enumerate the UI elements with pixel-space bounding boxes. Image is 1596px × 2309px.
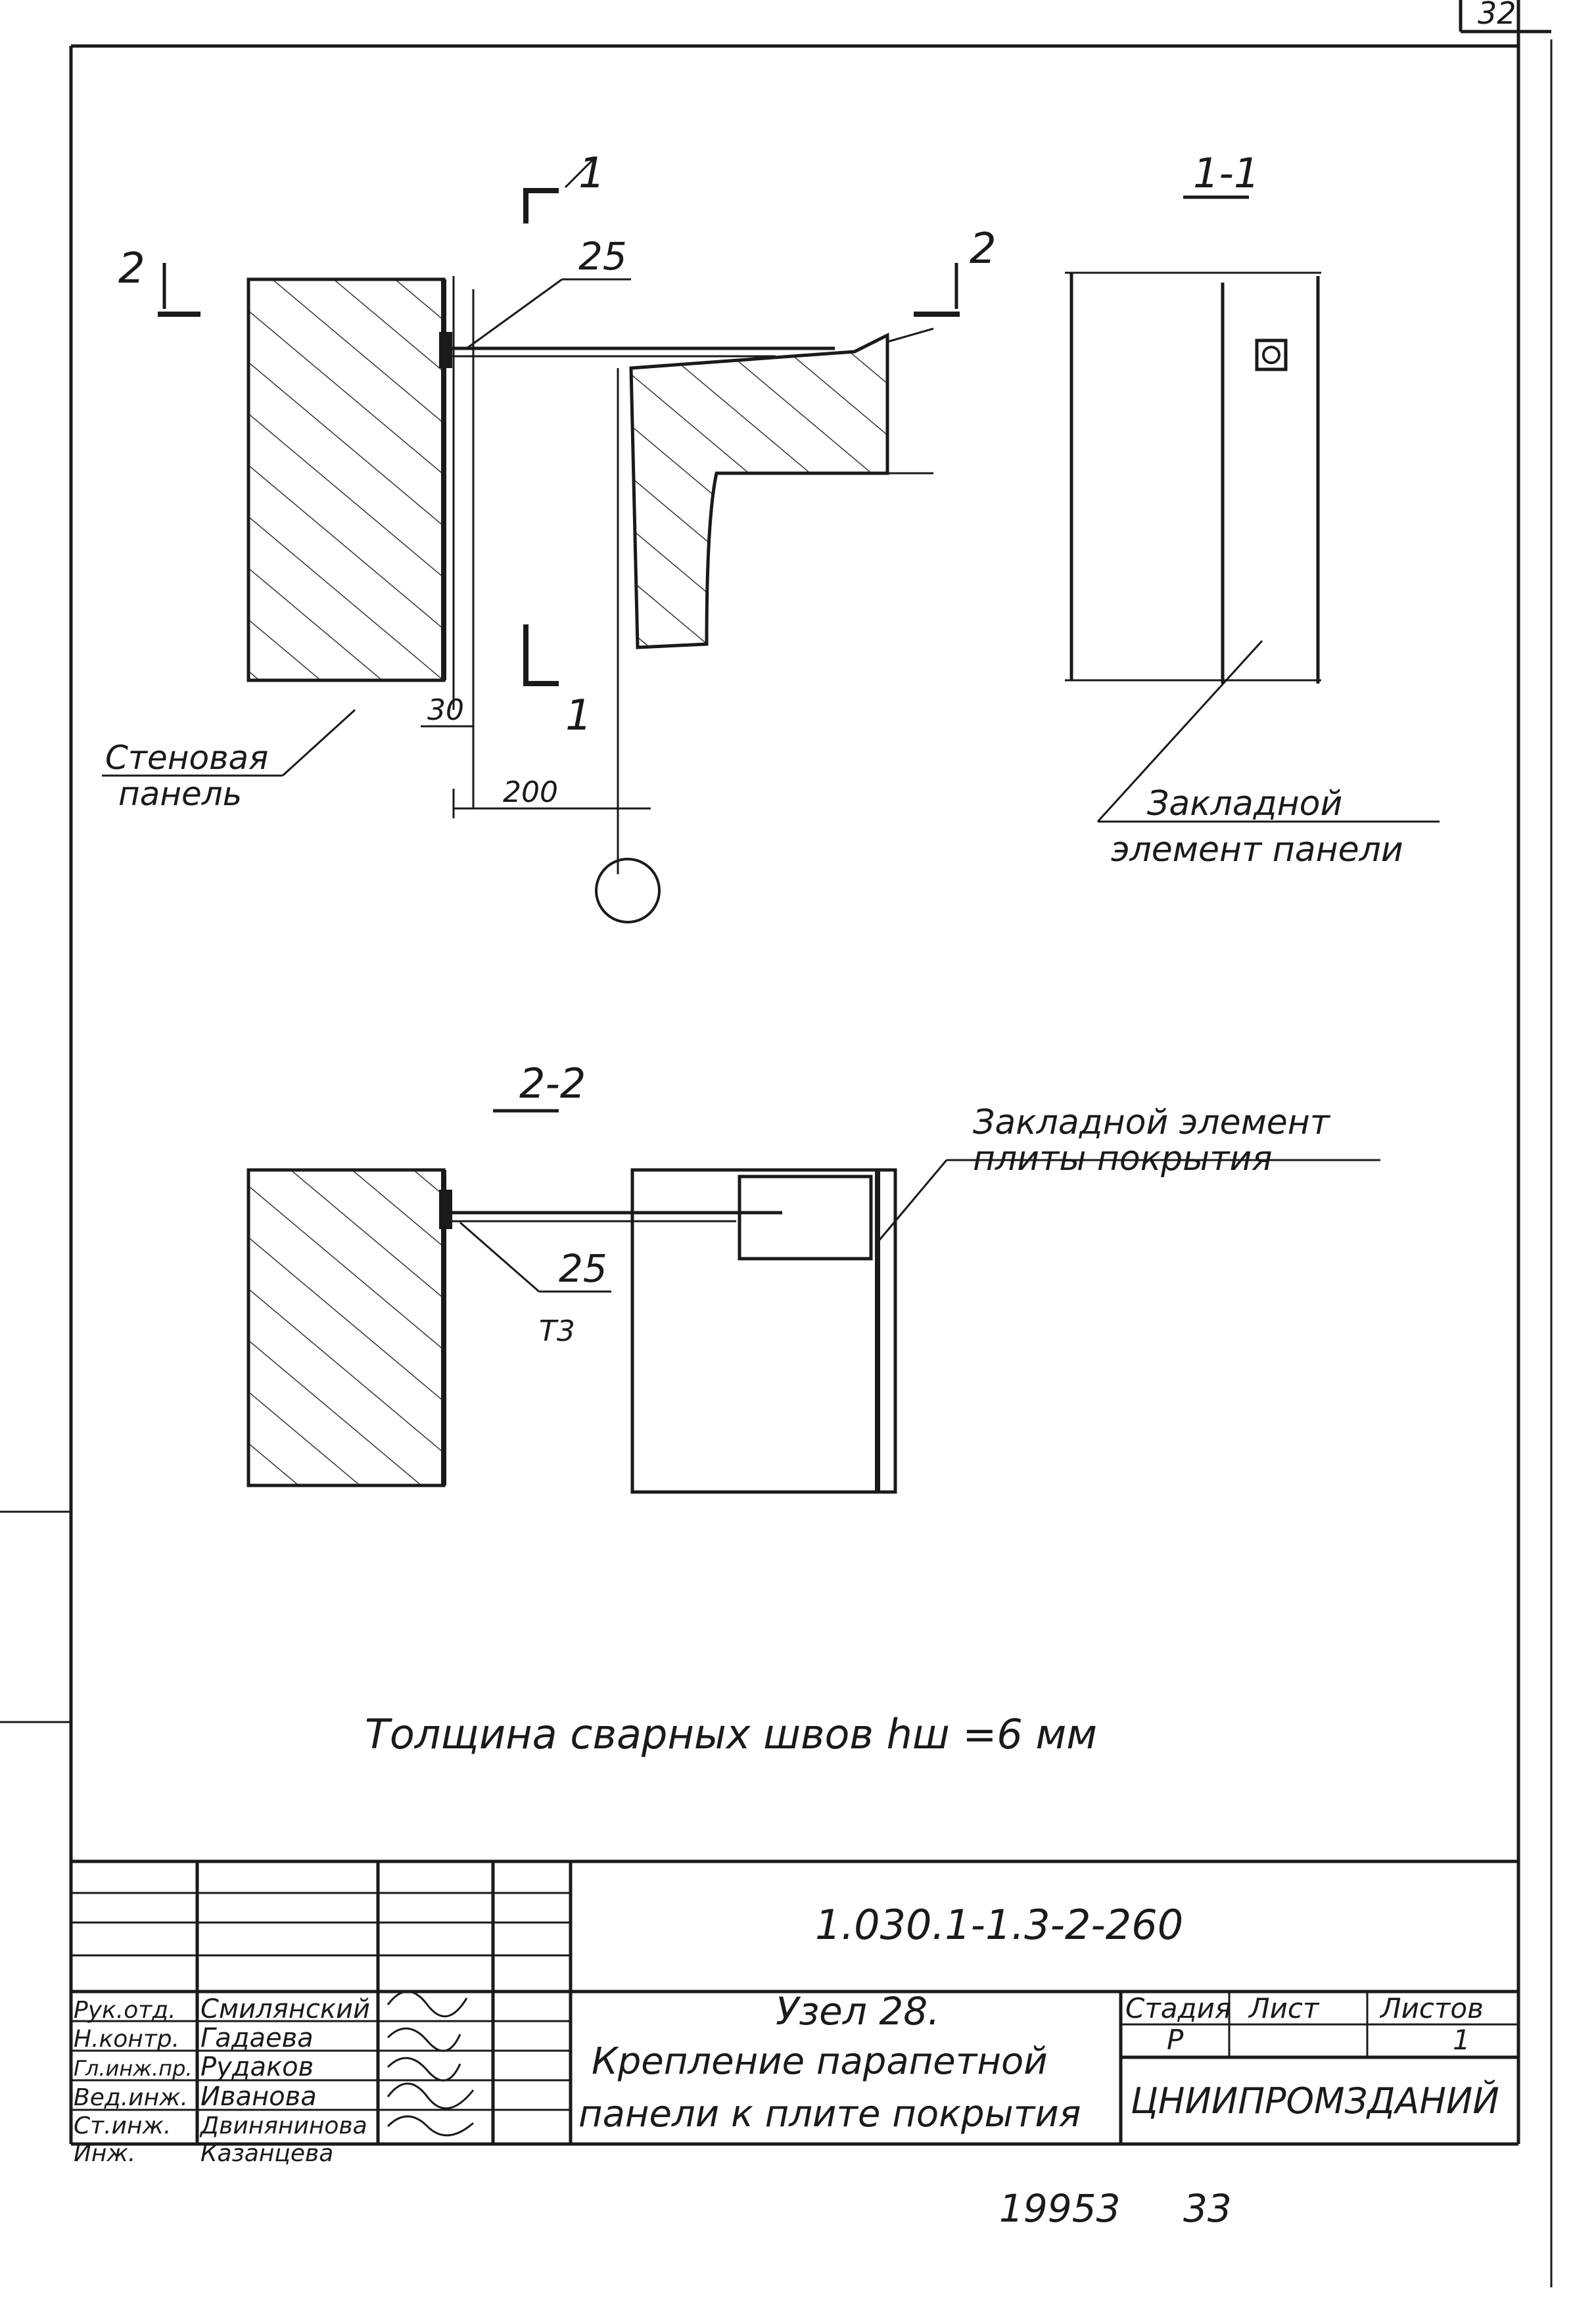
staff-name: Иванова (200, 2082, 317, 2112)
description-line1: Крепление парапетной (592, 2040, 1048, 2083)
sheet-header: Лист (1249, 1992, 1319, 2024)
bottom-page: 33 (1183, 2186, 1232, 2231)
sheets-value: 1 (1453, 2024, 1470, 2056)
staff-role: Н.контр. (74, 2026, 180, 2053)
section-mark-1-bottom: 1 (565, 691, 592, 740)
roof-slab-rib (631, 335, 887, 647)
staff-name: Казанцева (200, 2140, 334, 2167)
staff-role: Гл.инж.пр. (74, 2056, 193, 2081)
dim-200: 200 (503, 776, 558, 809)
section-2-2-weld-mark: Т3 (539, 1315, 575, 1348)
section-2-2-callout-line2: плиты покрытия (973, 1139, 1273, 1178)
staff-name: Гадаева (200, 2023, 314, 2053)
node-circle (596, 859, 659, 922)
bottom-code: 19953 (999, 2186, 1121, 2231)
staff-role: Инж. (74, 2140, 136, 2167)
description-line2: панели к плите покрытия (578, 2093, 1081, 2135)
staff-name: Рудаков (200, 2052, 314, 2082)
wall-panel (248, 279, 444, 680)
wall-embedded-plate (439, 332, 452, 368)
node-title: Узел 28. (776, 1989, 940, 2034)
weld-note: Толщина сварных швов hш =6 мм (365, 1710, 1098, 1758)
staff-name: Двинянинова (200, 2112, 367, 2139)
section-2-2-leader-label: 25 (559, 1246, 607, 1291)
section-1-1-title: 1-1 (1193, 149, 1260, 197)
wall-panel-plan (248, 1170, 444, 1485)
staff-role: Вед.инж. (74, 2084, 188, 2111)
section-1-1 (1065, 197, 1440, 822)
stage-value: Р (1167, 2024, 1184, 2056)
section-mark-1-top: 1 (578, 149, 605, 198)
organization: ЦНИИПРОМЗДАНИЙ (1131, 2080, 1499, 2122)
wall-callout-line1: Стеновая (105, 739, 269, 777)
slab-embedded-plate (739, 1177, 871, 1259)
staff-role: Рук.отд. (74, 1997, 176, 2024)
section-mark-2-left: 2 (118, 245, 145, 293)
leader-label-25: 25 (578, 234, 627, 279)
slab-plan (632, 1170, 895, 1492)
signatures (388, 1992, 473, 2135)
sheets-header: Листов (1380, 1992, 1484, 2024)
doc-code: 1.030.1-1.3-2-260 (815, 1901, 1184, 1949)
stage-header: Стадия (1125, 1992, 1232, 2024)
staff-role: Ст.инж. (74, 2112, 172, 2139)
staff-name: Смилянский (200, 1994, 371, 2024)
section-2-2-title: 2-2 (519, 1060, 586, 1108)
section-1-1-callout-line1: Закладной (1147, 784, 1343, 824)
wall-callout-line2: панель (118, 775, 243, 813)
dim-30: 30 (427, 693, 464, 727)
page-number: 32 (1478, 0, 1516, 31)
section-1-1-callout-line2: элемент панели (1111, 830, 1403, 870)
panel-embedded-plate (1257, 340, 1286, 369)
section-2-2-callout-line1: Закладной элемент (973, 1103, 1330, 1142)
section-mark-2-right: 2 (970, 225, 997, 273)
